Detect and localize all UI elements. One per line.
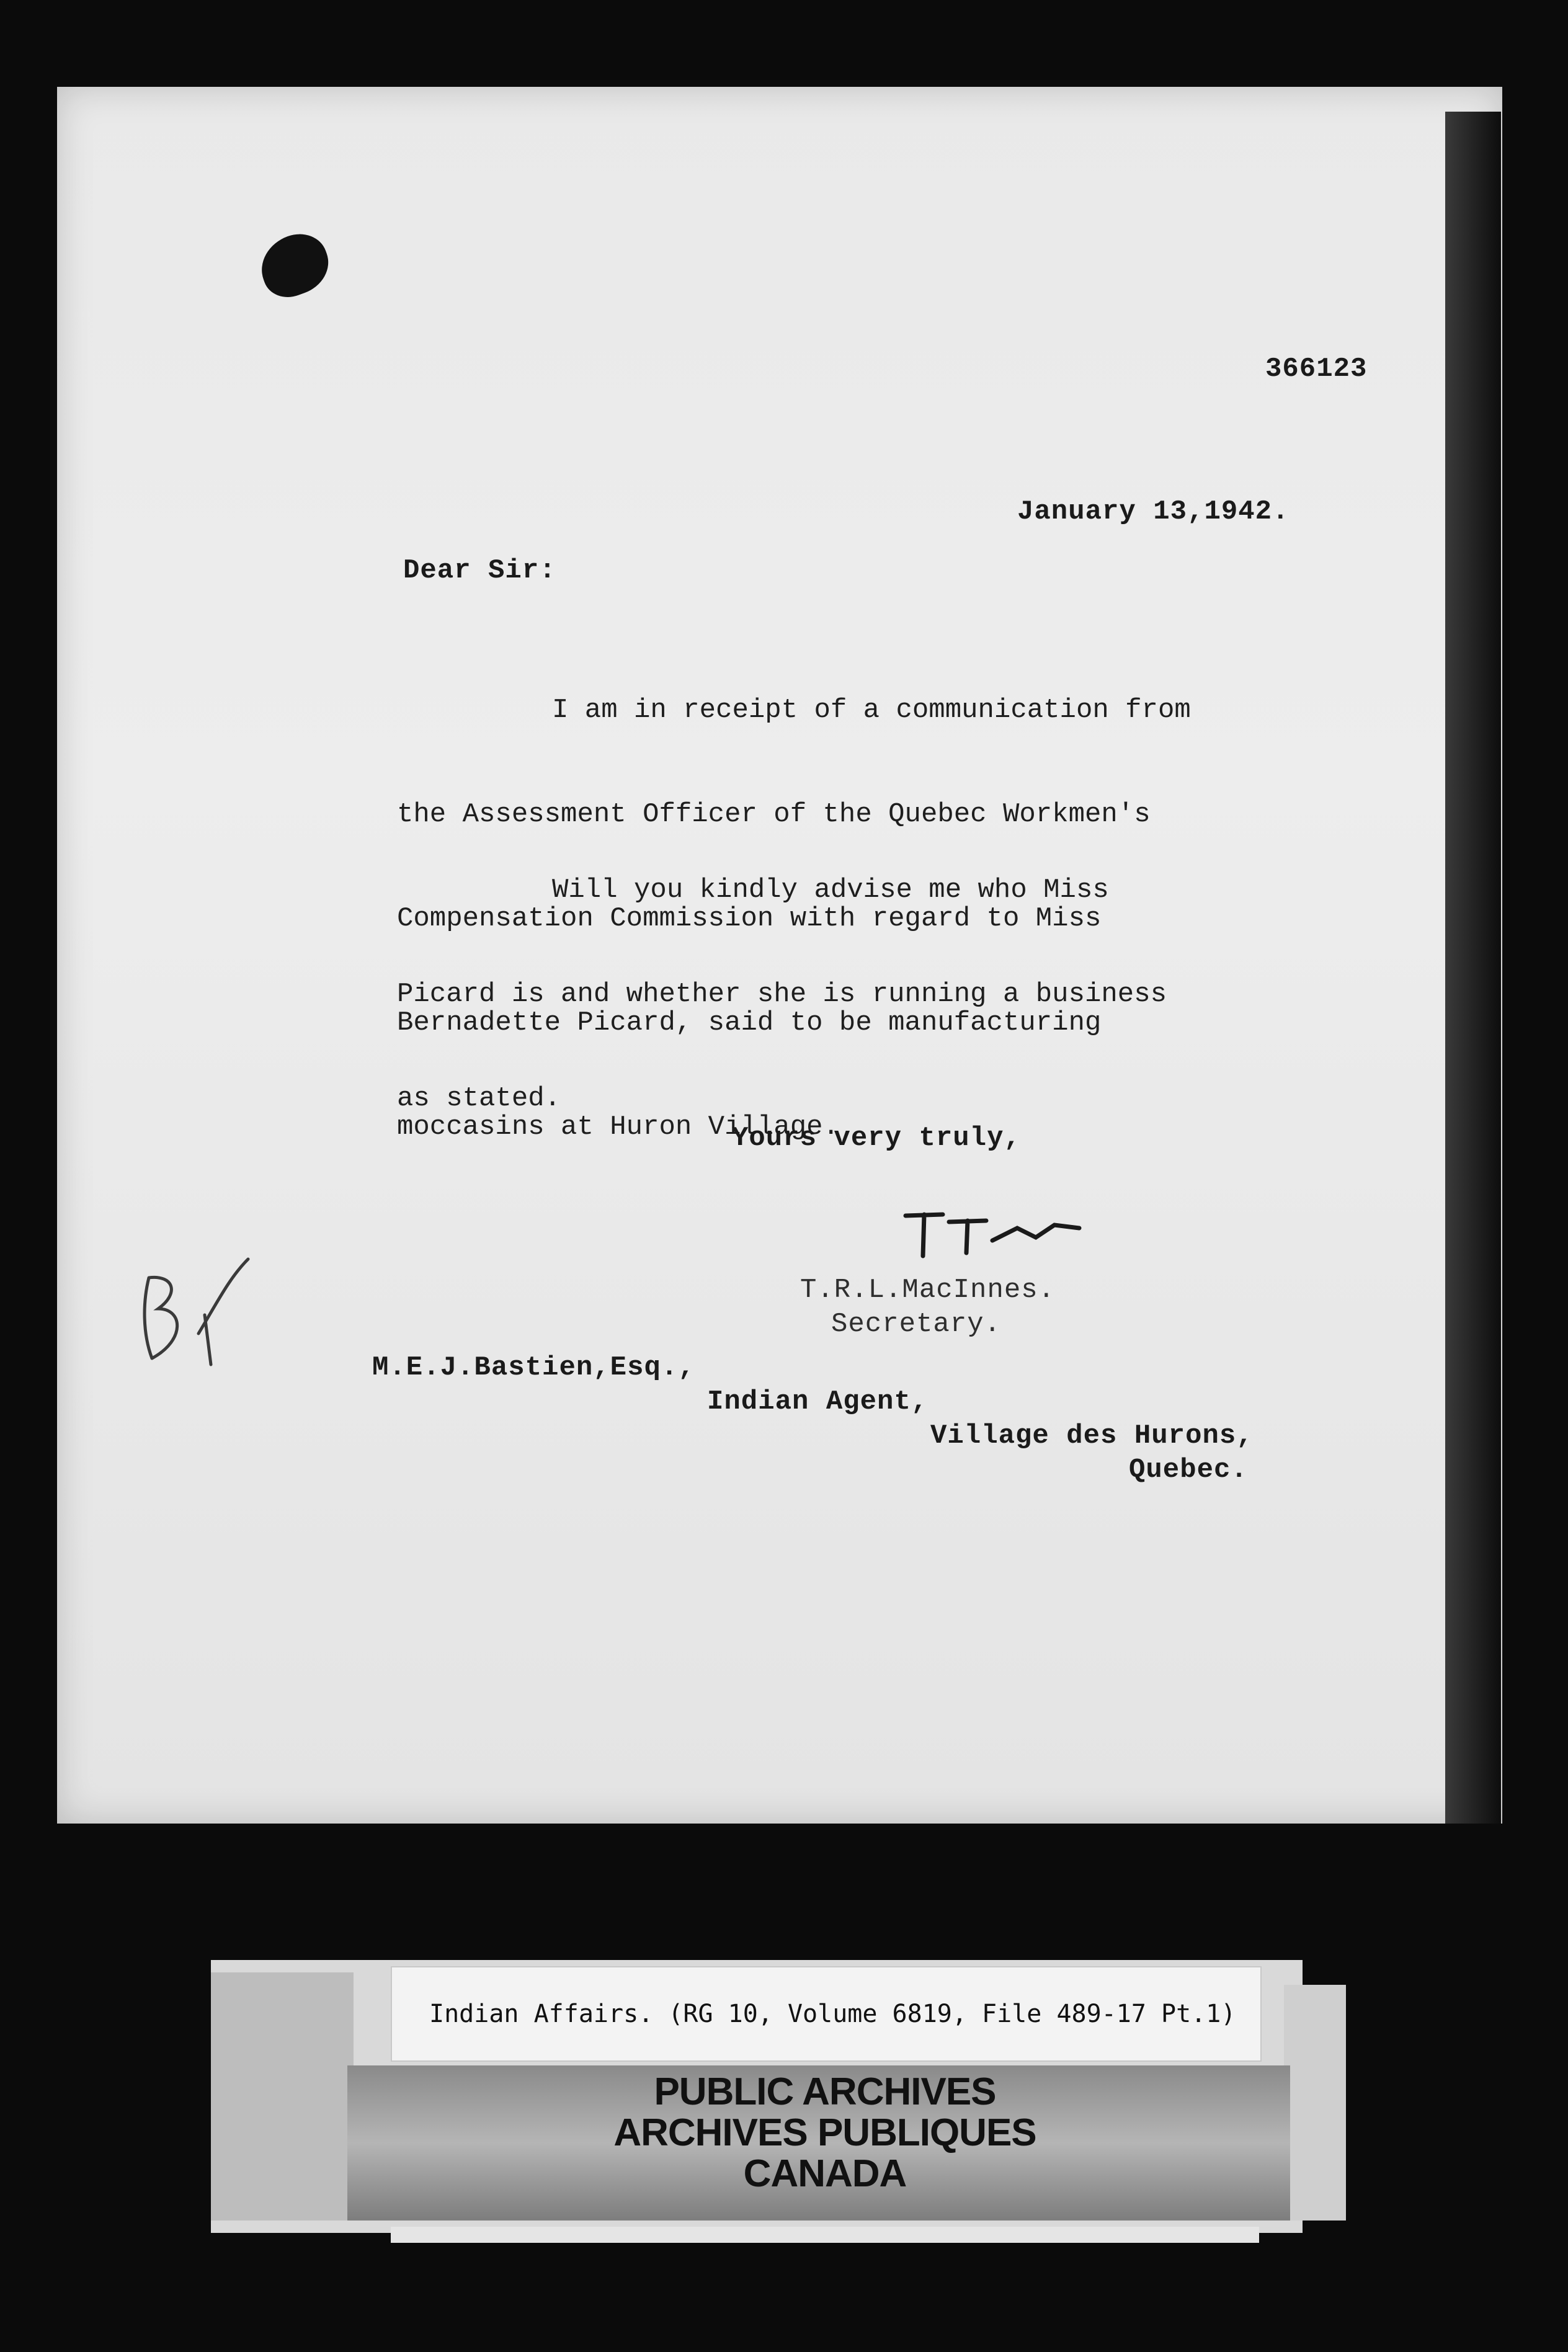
closing: Yours very truly, <box>732 1123 1021 1154</box>
signer-name: T.R.L.MacInnes. <box>800 1275 1056 1306</box>
addressee-name: M.E.J.Bastien,Esq., <box>372 1352 695 1383</box>
addressee-place: Village des Hurons, <box>930 1420 1254 1451</box>
archive-stamp <box>546 2072 1104 2194</box>
paragraph-1-line: the Assessment Officer of the Quebec Workmen's <box>397 799 1151 830</box>
stamp-line: ARCHIVES PUBLIQUES <box>613 2111 1036 2154</box>
paragraph-1-line: Bernadette Picard, said to be manufacturing <box>397 1007 1102 1038</box>
paragraph-1-line: moccasins at Huron Village. <box>397 1111 839 1143</box>
paragraph-2 <box>397 803 1278 1151</box>
paragraph-2-line: as stated. <box>397 1083 561 1114</box>
letter-date: January 13,1942. <box>1017 496 1290 527</box>
salutation: Dear Sir: <box>403 555 556 586</box>
archive-caption-box <box>391 1966 1262 2062</box>
archive-label-left-block <box>211 1972 354 2221</box>
stamp-line: PUBLIC ARCHIVES <box>654 2070 996 2113</box>
stamp-line: CANADA <box>743 2152 907 2195</box>
paragraph-2-line: Will you kindly advise me who Miss <box>552 875 1109 906</box>
archive-label-bottom-strip <box>391 2227 1259 2243</box>
handwritten-initials <box>124 1241 273 1377</box>
signature-mark <box>893 1203 1092 1272</box>
page-edge-shadow <box>1445 112 1501 1824</box>
paragraph-1-line: Compensation Commission with regard to Miss <box>397 903 1102 934</box>
archive-label-right-block <box>1284 1985 1346 2221</box>
paragraph-2-line: Picard is and whether she is running a business <box>397 979 1167 1010</box>
archive-caption: Indian Affairs. (RG 10, Volume 6819, File 489-17 Pt.1) <box>429 2000 1236 2028</box>
signer-title: Secretary. <box>831 1309 1002 1340</box>
paragraph-1-line: I am in receipt of a communication from <box>552 695 1191 726</box>
addressee-role: Indian Agent, <box>707 1386 929 1417</box>
addressee-province: Quebec. <box>1129 1454 1248 1486</box>
file-number: 366123 <box>1265 354 1368 385</box>
